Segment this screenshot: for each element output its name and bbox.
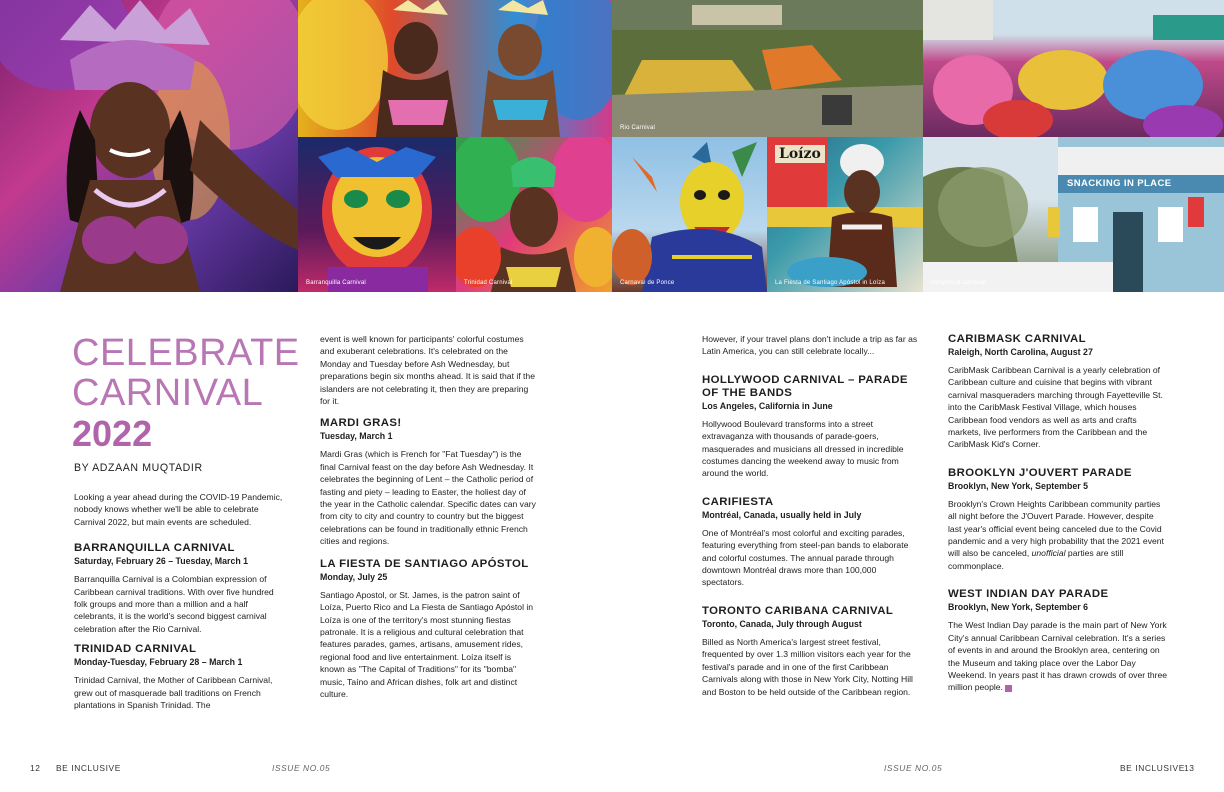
body-west-indian-text: The West Indian Day parade is the main part of New York City's annual Caribbean Carnival celebration. It's a series of events in and around the Brooklyn area, centering on the Museum and taking place over the Labor Day Weekend. In years past it has drawn crowds of over three million people. — [948, 620, 1168, 693]
footer-right-magazine: BE INCLUSIVE — [1120, 763, 1185, 773]
heading-mardi-gras: MARDI GRAS! — [320, 417, 402, 430]
body-trinidad: Trinidad Carnival, the Mother of Caribbean Carnival, grew out of masquerade ball traditions on French plantations in Spanish Trinidad. The — [74, 675, 273, 711]
footer-left-page-number: 12 — [30, 763, 41, 773]
photo-rio-stadium — [612, 0, 923, 137]
body-west-indian — [948, 619, 1168, 693]
heading-barranquilla: BARRANQUILLA CARNIVAL — [74, 542, 235, 555]
body-brooklyn-em: unofficial — [1031, 548, 1066, 559]
body-toronto: Billed as North America's largest street festival, frequented by over 1.3 million visitors each year for the festival's parade and in one of the first Caribbean Carnivals along with those in New York City, Notting Hill and Boston to be held outside of the Caribbean region. — [702, 636, 913, 697]
column-3 — [702, 333, 920, 708]
body-brooklyn-a: Brooklyn's Crown Heights Caribbean community parties all night before the J'Ouvert Parade. However, despite last year's official event being canceled due to the Covid pandemic and a very high probability that the 2021 event will also be canceled, — [948, 498, 1164, 559]
photo-ponce-mask — [612, 137, 767, 292]
footer-right-page-number: 13 — [1184, 763, 1195, 773]
heading-trinidad: TRINIDAD CARNIVAL — [74, 643, 197, 656]
heading-hollywood: HOLLYWOOD CARNIVAL – PARADE OF THE BANDS — [702, 373, 908, 399]
body-hollywood: Hollywood Boulevard transforms into a street extravaganza with thousands of parade-goers, masquerades and musicians all dressed in incredible costumes dancing the weekend away to music from around the world. — [702, 418, 904, 479]
title-line-2: CARNIVAL — [72, 372, 264, 414]
transition-paragraph: However, if your travel plans don't include a trip as far as Latin America, you can still celebrate locally... — [702, 334, 918, 357]
heading-carifiesta: CARIFIESTA — [702, 495, 774, 508]
end-mark-icon — [1005, 685, 1012, 692]
loiza-sign-text: Loízo — [775, 145, 825, 163]
meta-brooklyn: Brooklyn, New York, September 5 — [948, 480, 1088, 491]
article-title — [72, 333, 300, 413]
heading-toronto: TORONTO CARIBANA CARNIVAL — [702, 604, 894, 617]
intro-paragraph: Looking a year ahead during the COVID-19 Pandemic, nobody knows whether we'll be able to celebrate Carnival 2022, but main events are scheduled. — [74, 492, 283, 527]
meta-mardi-gras: Tuesday, March 1 — [320, 431, 393, 442]
body-santiago: Santiago Apostol, or St. James, is the patron saint of Loíza, Puerto Rico and La Fiesta de Santiago Apóstol in Loíza is one of the territory's most stunning fiestas patronale. It is a religious and cultural celebration that features parades, games, artisans, amusement rides, regional food and live entertainment. Loíza itself is known as "The Capital of Traditions" for its "bomba" music, Taíno and African dishes, folk art and distinct culture. — [320, 589, 534, 699]
column-4 — [948, 333, 1168, 704]
snacking-sign: SNACKING IN PLACE — [1067, 178, 1172, 189]
meta-santiago: Monday, July 25 — [320, 571, 388, 582]
photo-rio-dancer — [0, 0, 298, 292]
meta-trinidad: Monday-Tuesday, February 28 – March 1 — [74, 657, 243, 668]
photo-snacking-house — [923, 137, 1224, 292]
caption-ponce: Carnaval de Ponce — [620, 280, 675, 286]
title-line-1: CELEBRATE — [72, 332, 300, 374]
body-trinidad-continued: event is well known for participants' colorful costumes and exuberant celebrations. It's celebrated on the Monday and Tuesday before Ash Wednesday, but preparations begin six months ahead. It is said that if the islanders are not celebrating it, then they are preparing for it. — [320, 334, 535, 407]
photo-street-parade — [923, 0, 1224, 137]
meta-toronto: Toronto, Canada, July through August — [702, 618, 862, 629]
meta-caribmask: Raleigh, North Carolina, August 27 — [948, 347, 1093, 357]
meta-carifiesta: Montréal, Canada, usually held in July — [702, 509, 862, 520]
heading-brooklyn: BROOKLYN J'OUVERT PARADE — [948, 466, 1132, 479]
heading-west-indian: WEST INDIAN DAY PARADE — [948, 588, 1109, 601]
body-carifiesta: One of Montréal's most colorful and exciting parades, featuring everything from steel-pan bands to elaborate and colorful costumes. The annual parade through downtown Montréal draws more than 100,000 spectators. — [702, 527, 909, 588]
photo-two-dancers — [298, 0, 612, 137]
photo-loiza-child — [767, 137, 923, 292]
column-2 — [320, 333, 538, 710]
photo-barranquilla-mask — [298, 137, 456, 292]
caption-barranquilla: Barranquilla Carnival — [306, 280, 366, 286]
caption-loiza: La Fiesta de Santiago Apóstol in Loíza — [775, 280, 886, 286]
caption-trinidad: Trinidad Carnival — [464, 280, 513, 286]
footer-left-magazine: BE INCLUSIVE — [56, 763, 121, 773]
photo-trinidad-dancer — [456, 137, 612, 292]
heading-caribmask: CARIBMASK CARNIVAL — [948, 333, 1086, 345]
body-brooklyn — [948, 498, 1168, 572]
meta-barranquilla: Saturday, February 26 – Tuesday, March 1 — [74, 556, 249, 567]
meta-hollywood: Los Angeles, California in June — [702, 400, 833, 411]
footer-left-issue: ISSUE NO.05 — [272, 763, 331, 773]
heading-santiago: LA FIESTA DE SANTIAGO APÓSTOL — [320, 557, 529, 570]
body-mardi-gras: Mardi Gras (which is French for "Fat Tuesday") is the final Carnival feast on the day before Ash Wednesday. It celebrates the beginning of Lent – the Catholic period of fasting and piety – leading to Easter, the holiest day of the year in the Catholic calendar. Specific dates can vary from city to city and country to country but the biggest celebrations can be found in traditionally ethnic French cities and regions. — [320, 449, 536, 547]
caption-hollywood: Hollywood Carnival — [931, 280, 986, 286]
caption-rio: Rio Carnival — [620, 125, 656, 131]
footer-right-issue: ISSUE NO.05 — [884, 763, 943, 773]
rio-dancer-illustration — [0, 0, 298, 292]
body-brooklyn-b: parties are still commonplace. — [948, 548, 1124, 571]
column-1 — [74, 491, 286, 721]
body-barranquilla: Barranquilla Carnival is a Colombian expression of Caribbean carnival traditions. With over five hundred folk groups and more than a million and a half celebrants, it is the world's second biggest carnival celebration after the Rio Carnival. — [74, 574, 274, 634]
byline: BY ADZAAN MUQTADIR — [74, 462, 203, 474]
meta-west-indian: Brooklyn, New York, September 6 — [948, 602, 1088, 613]
body-caribmask: CaribMask Caribbean Carnival is a yearly celebration of Caribbean culture and cuisine that begins with vibrant carnival masqueraders marching through Fayetteville St. into the CaribMask Festival Village, which houses Caribbean food vendors as well as arts and crafts markets, live performers from the Caribbean and the CaribMask Kid's Corner. — [948, 365, 1163, 450]
title-year: 2022 — [72, 413, 153, 454]
